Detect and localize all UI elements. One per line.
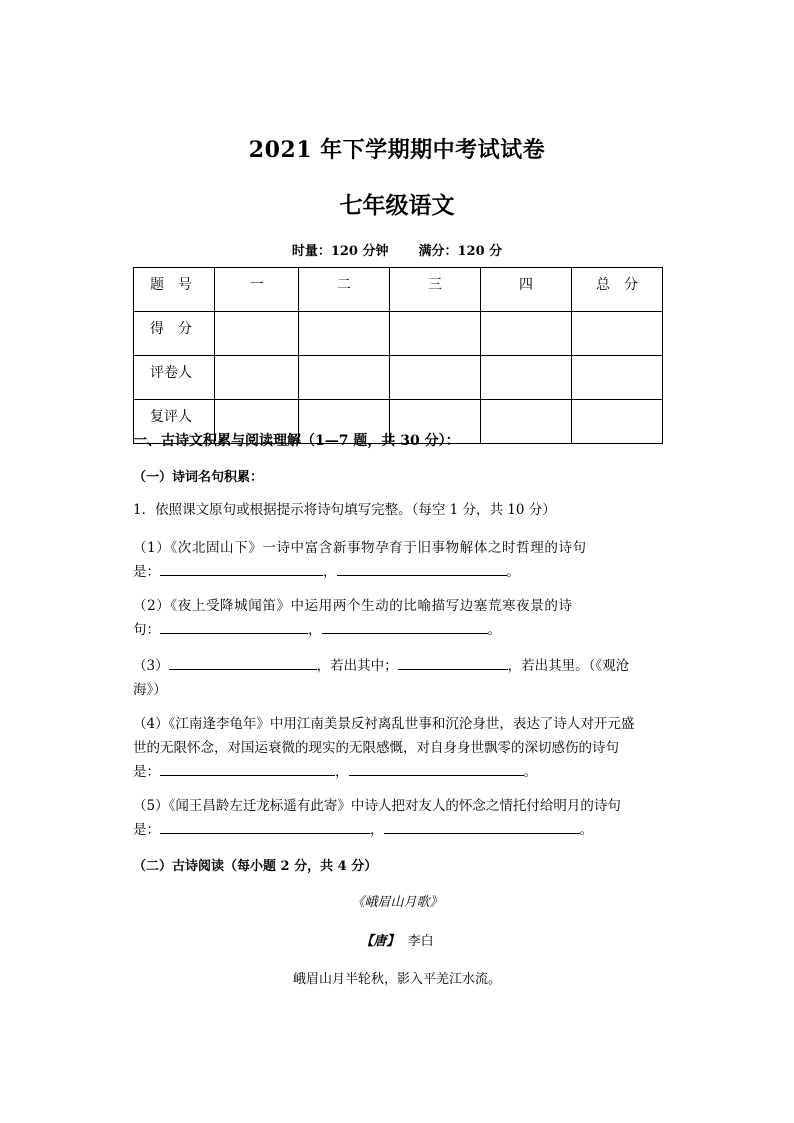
score-table-row — [134, 312, 663, 356]
score-cell[interactable] — [481, 356, 572, 400]
score-table-row — [134, 356, 663, 400]
score-table-header-row — [134, 268, 663, 312]
item-3-line-2: 海》） — [133, 682, 167, 698]
score-cell[interactable] — [215, 356, 299, 400]
section-1-title: 一、古诗文积累与阅读理解（1—7 题，共 30 分）： — [133, 433, 460, 449]
question-1-instruction: 1．依照课文原句或根据提示将诗句填写完整。（每空 1 分，共 10 分） — [133, 502, 556, 518]
item-5-line-1: （5）《闻王昌龄左迁龙标遥有此寄》中诗人把对友人的怀念之情托付给明月的诗句 — [133, 798, 621, 814]
answer-blank[interactable] — [160, 619, 308, 634]
score-cell[interactable] — [572, 312, 663, 356]
answer-blank[interactable] — [384, 819, 580, 834]
item-1-line-1: （1）《次北固山下》一诗中富含新事物孕育于旧事物解体之时哲理的诗句 — [133, 540, 587, 556]
subsection-2-title: （二）古诗阅读（每小题 2 分，共 4 分） — [133, 859, 378, 874]
score-cell[interactable] — [299, 356, 390, 400]
score-cell[interactable] — [299, 312, 390, 356]
score-header-cell: 总 分 — [572, 268, 663, 312]
page-title: 2021 年下学期期中考试试卷 — [248, 137, 546, 163]
score-header-cell: 四 — [481, 268, 572, 312]
score-header-cell: 二 — [299, 268, 390, 312]
score-table — [133, 267, 663, 444]
item-2-line-1: （2）《夜上受降城闻笛》中运用两个生动的比喻描写边塞荒寒夜景的诗 — [133, 598, 573, 614]
answer-blank[interactable] — [349, 761, 524, 776]
score-cell[interactable] — [215, 312, 299, 356]
item-3-line-1: （3） ，若出其中； ，若出其里。（《观沧 — [133, 654, 629, 678]
answer-blank[interactable] — [160, 761, 335, 776]
score-cell[interactable] — [572, 356, 663, 400]
answer-blank[interactable] — [337, 561, 507, 576]
score-header-cell: 一 — [215, 268, 299, 312]
item-1-line-2: 是： ， 。 — [133, 560, 520, 584]
poem-author-name: 李白 — [407, 934, 434, 949]
score-cell[interactable] — [481, 312, 572, 356]
exam-score: 满分：120 分 — [418, 244, 503, 259]
score-header-cell: 题 号 — [134, 268, 215, 312]
answer-blank[interactable] — [398, 655, 508, 670]
poem-author — [0, 930, 794, 949]
score-cell[interactable] — [390, 312, 481, 356]
item-4-line-3: 是： ， 。 — [133, 760, 537, 784]
item-5-line-2: 是： ， 。 — [133, 818, 593, 842]
exam-meta — [0, 240, 794, 259]
item-2-line-2: 句： ， 。 — [133, 618, 501, 642]
exam-time: 时量：120 分钟 — [291, 244, 389, 259]
poem-title: 《峨眉山月歌》 — [351, 895, 443, 910]
answer-blank[interactable] — [160, 819, 370, 834]
score-header-cell: 三 — [390, 268, 481, 312]
answer-blank[interactable] — [169, 655, 317, 670]
score-cell[interactable] — [572, 400, 663, 444]
answer-blank[interactable] — [322, 619, 488, 634]
score-row-label: 得 分 — [134, 312, 215, 356]
poem-line-1: 峨眉山月半轮秋，影入平羌江水流。 — [292, 972, 501, 987]
score-cell[interactable] — [390, 356, 481, 400]
subsection-1-title: （一）诗词名句积累： — [133, 470, 264, 485]
score-row-label: 评卷人 — [134, 356, 215, 400]
item-4-line-2: 世的无限怀念，对国运衰微的现实的无限感慨，对自身身世飘零的深切感伤的诗句 — [133, 740, 619, 756]
item-4-line-1: （4）《江南逢李龟年》中用江南美景反衬离乱世事和沉沦身世，表达了诗人对开元盛 — [133, 716, 635, 732]
score-row-label: 复评人 — [134, 400, 215, 444]
score-cell[interactable] — [481, 400, 572, 444]
answer-blank[interactable] — [160, 561, 323, 576]
poem-dynasty: 【唐】 — [360, 934, 400, 949]
page-subtitle: 七年级语文 — [339, 192, 455, 219]
